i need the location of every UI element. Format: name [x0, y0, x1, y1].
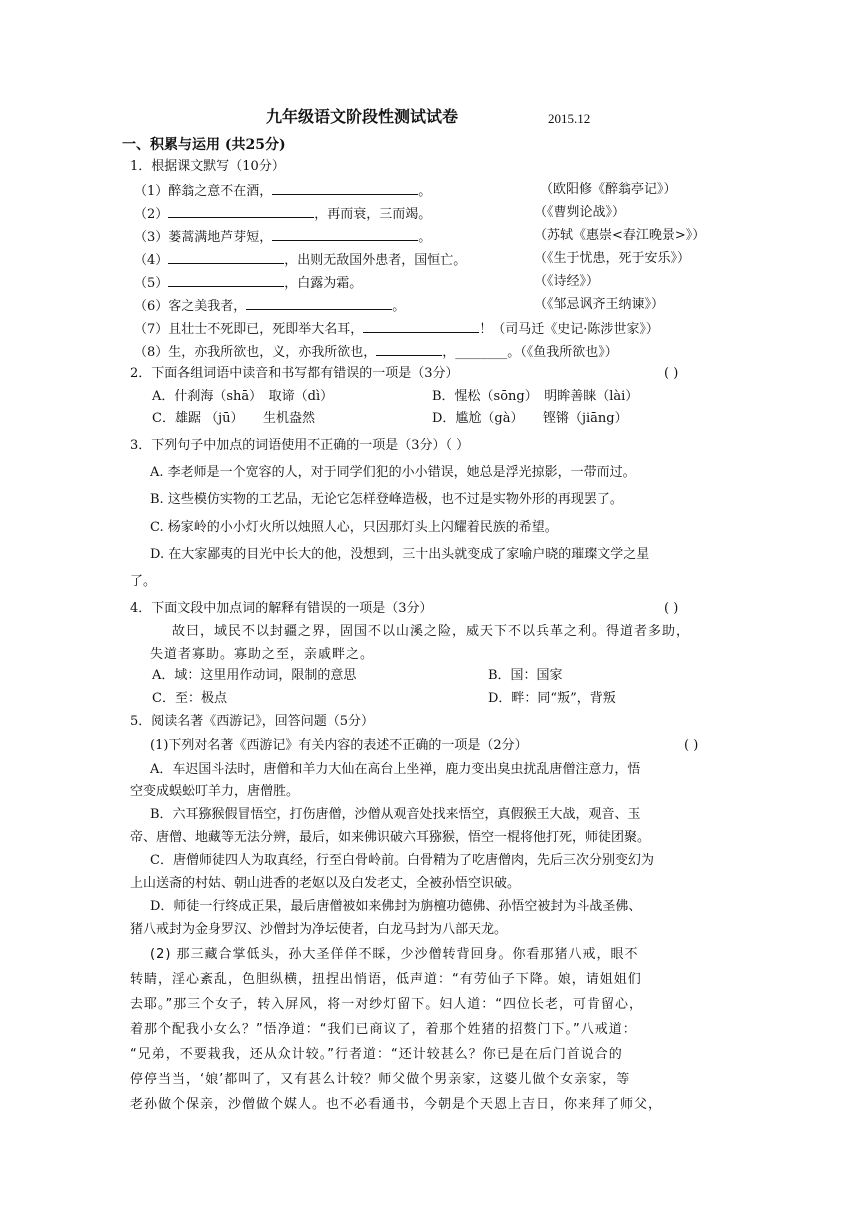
q2-option-d[interactable]: D．尴尬（gà） 铿锵（jiāng）: [432, 411, 628, 426]
q1-item-6-source: （《邹忌讽齐王纳谏》）: [534, 297, 665, 312]
q5-sub2-line-1: (2) 那三藏合掌低头，孙大圣佯佯不睬，少沙僧转背回身。你看那猪八戒，眼不: [150, 947, 639, 962]
q1-item-2-source: （《曹刿论战》）: [534, 205, 626, 220]
q5-option-c[interactable]: C．唐僧师徒四人为取真经，行至白骨岭前。白骨精为了吃唐僧肉，先后三次分别变幻为: [150, 853, 654, 868]
q5-sub2-line-6: 停停当当，‘娘’都叫了，又有甚么计较？师父做个男亲家，这婆儿做个女亲家，等: [130, 1072, 631, 1087]
q1-item-3: （3）蒌蒿满地芦芽短， 。: [134, 226, 431, 248]
q5-option-b-cont: 帝、唐僧、地藏等无法分辨，最后，如来佛识破六耳猕猴，悟空一棍将他打死，师徒团聚。: [130, 830, 651, 845]
q5-option-b[interactable]: B．六耳猕猴假冒悟空，打伤唐僧，沙僧从观音处找来悟空，真假猴王大战，观音、玉: [150, 807, 641, 822]
q2-answer-paren[interactable]: ( ): [664, 366, 679, 381]
q5-sub1-stem: (1)下列对名著《西游记》有关内容的表述不正确的一项是（2分）: [150, 738, 528, 753]
q5-option-a[interactable]: A．车迟国斗法时，唐僧和羊力大仙在高台上坐禅，鹿力变出臭虫扰乱唐僧注意力，悟: [150, 762, 641, 777]
q5-sub2-line-5: “兄弟，不要栽我，还从众计较。”行者道：“还计较甚么？你已是在后门首说合的: [130, 1047, 623, 1062]
answer-blank[interactable]: [246, 295, 392, 310]
q1-item-3-source: （苏轼《惠崇<春江晚景>》）: [534, 228, 706, 243]
q2-option-b[interactable]: B．惺松（sōng） 明眸善睐（lài）: [432, 389, 639, 404]
answer-blank[interactable]: [168, 249, 284, 264]
page-title: [266, 107, 458, 127]
q1-item-2: （2） ，再而衰，三而竭。: [134, 203, 431, 225]
q5-answer-paren[interactable]: ( ): [684, 738, 699, 753]
q5-sub2-line-3: 去耶。”那三个女子，转入屏风，将一对纱灯留下。妇人道：“四位长老，可肯留心，: [130, 997, 643, 1012]
q4-passage-line-2: 失道者寡助。寡助之至，亲戚畔之。: [150, 647, 375, 662]
q5-sub2-line-4: 着那个配我小女么？”悟净道：“我们已商议了，着那个姓猪的招赘门下。”八戒道：: [130, 1022, 637, 1037]
q3-option-b[interactable]: B. 这些模仿实物的工艺品，无论它怎样登峰造极，也不过是实物外形的再现罢了。: [150, 492, 623, 507]
section-heading: 一、积累与运用 (共25分): [122, 137, 286, 153]
question-4-stem: 4．下面文段中加点词的解释有错误的一项是（3分）: [130, 601, 433, 616]
q1-item-5-source: （《诗经》）: [534, 274, 600, 289]
q1-item-6: （6）客之美我者， 。: [134, 295, 405, 317]
answer-blank[interactable]: [376, 341, 442, 356]
answer-blank[interactable]: [272, 226, 418, 241]
q1-item-8: （8）生，亦我所欲也，义，亦我所欲也， ，________。（《鱼我所欲也》）: [134, 341, 618, 363]
q1-item-4-source: （《生于忧患，死于安乐》）: [534, 251, 691, 266]
question-2-stem: 2．下面各组词语中读音和书写都有错误的一项是（3分）: [130, 366, 459, 381]
q1-item-1-source: （欧阳修《醉翁亭记》）: [540, 182, 677, 197]
q1-item-1: （1）醉翁之意不在酒， 。: [134, 180, 431, 202]
q3-option-c[interactable]: C. 杨家岭的小小灯火所以烛照人心，只因那灯头上闪耀着民族的希望。: [150, 520, 558, 535]
q5-option-d[interactable]: D．师徒一行终成正果，最后唐僧被如来佛封为旃檀功德佛、孙悟空被封为斗战圣佛、: [150, 899, 642, 914]
q2-option-a[interactable]: A．什刹海（shā） 取谛（dì）: [152, 389, 334, 404]
q2-option-c[interactable]: C．雄踞 （jū） 生机盎然: [152, 411, 315, 426]
q3-option-d-cont: 了。: [130, 574, 157, 589]
q4-answer-paren[interactable]: ( ): [664, 601, 679, 616]
q4-option-b[interactable]: B．国：国家: [488, 668, 563, 683]
q5-option-d-cont: 猪八戒封为金身罗汉、沙僧封为净坛使者，白龙马封为八部天龙。: [130, 922, 508, 937]
q5-option-a-cont: 空变成蜈蚣叮羊力，唐僧胜。: [130, 784, 300, 799]
q4-passage-line-1: 故曰，域民不以封疆之界，固国不以山溪之险，威天下不以兵革之利。得道者多助，: [172, 624, 691, 639]
q4-option-a[interactable]: A．域：这里用作动词，限制的意思: [152, 668, 357, 683]
question-3-stem: 3．下列句子中加点的词语使用不正确的一项是（3分）（ ）: [130, 438, 470, 453]
q5-sub2-line-2: 转睛，淫心紊乱，色胆纵横，扭捏出悄语，低声道：“有劳仙子下降。娘，请姐姐们: [130, 972, 642, 987]
q1-item-7: （7）且壮士不死即已，死即举大名耳， ！（司马迁《史记·陈涉世家》）: [134, 318, 659, 340]
q5-sub2-line-7: 老孙做个保亲，沙僧做个媒人。也不必看通书，今朝是个天恩上吉日，你来拜了师父，: [130, 1097, 663, 1112]
answer-blank[interactable]: [272, 180, 418, 195]
title-text: 九年级语文阶段性测试试卷: [266, 107, 459, 126]
q1-item-4: （4） ，出则无敌国外患者，国恒亡。: [134, 249, 466, 271]
q3-option-a[interactable]: A. 李老师是一个宽容的人，对于同学们犯的小小错误，她总是浮光掠影，一带而过。: [150, 465, 636, 480]
q4-option-d[interactable]: D．畔：同“叛”，背叛: [488, 691, 616, 706]
q3-option-d[interactable]: D. 在大家鄙夷的目光中长大的他，没想到，三十出头就变成了家喻户晓的璀璨文学之星: [150, 547, 650, 562]
answer-blank[interactable]: [168, 272, 284, 287]
question-5-stem: 5．阅读名著《西游记》，回答问题（5分）: [130, 714, 375, 729]
q1-item-5: （5） ，白露为霜。: [134, 272, 362, 294]
answer-blank[interactable]: [168, 203, 314, 218]
q4-option-c[interactable]: C．至：极点: [152, 691, 227, 706]
answer-blank[interactable]: [363, 318, 479, 333]
exam-date: 2015.12: [548, 111, 591, 126]
question-1-stem: 1．根据课文默写（10分）: [130, 159, 285, 174]
q5-option-c-cont: 上山送斋的村姑、朝山进香的老妪以及白发老丈，全被孙悟空识破。: [130, 876, 521, 891]
